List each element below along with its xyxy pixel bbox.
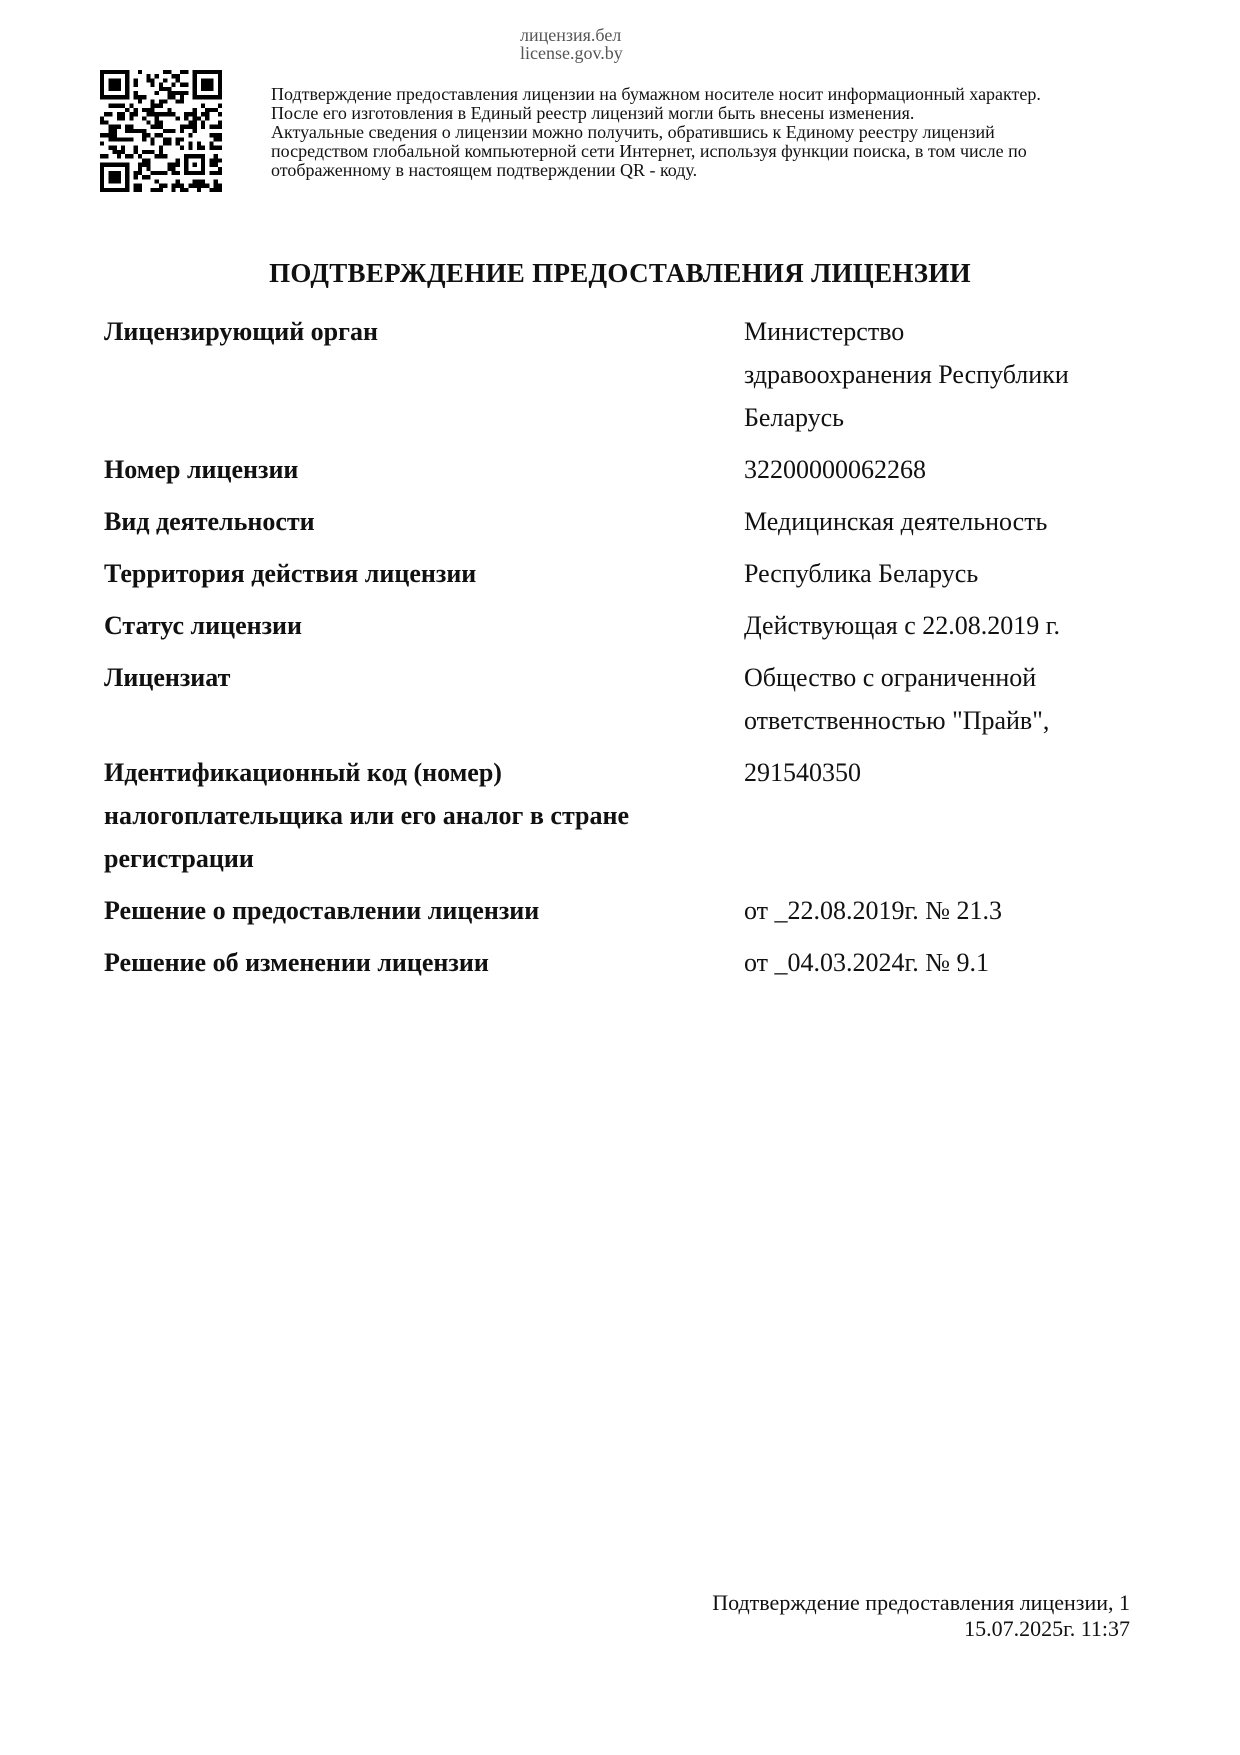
field-label: Идентификационный код (номер) налогоплательщика или его аналог в стране регистрации [104,758,630,873]
field-label: Территория действия лицензии [104,559,477,588]
field-value: Министерство здравоохранения Республики Беларусь [744,317,1069,432]
page-footer [712,1590,1130,1642]
disclaimer-line: После его изготовления в Единый реестр лицензий могли быть внесены изменения. [271,103,915,123]
field-licensing-authority [104,310,1154,439]
site-links [520,26,623,62]
field-value: Республика Беларусь [744,559,979,588]
field-label: Решение о предоставлении лицензии [104,896,540,925]
field-label: Статус лицензии [104,611,302,640]
field-territory [104,552,1154,595]
field-change-decision [104,941,1154,984]
field-value: Общество с ограниченной ответственностью "Прайв", [744,663,1050,735]
field-taxpayer-id [104,751,1154,880]
field-label: Лицензирующий орган [104,317,378,346]
disclaimer-notice [271,85,1171,180]
footer-page-label: Подтверждение предоставления лицензии, 1 [712,1590,1130,1615]
field-license-status [104,604,1154,647]
qr-code-icon [100,70,222,192]
field-value: 291540350 [744,758,861,787]
field-label: Номер лицензии [104,455,299,484]
disclaimer-line: Подтверждение предоставления лицензии на бумажном носителе носит информационный характер. [271,84,1041,104]
field-activity-type [104,500,1154,543]
field-value: от _04.03.2024г. № 9.1 [744,948,990,977]
field-label: Решение об изменении лицензии [104,948,489,977]
field-value: Медицинская деятельность [744,507,1048,536]
field-licensee [104,656,1154,742]
license-fields [104,310,1154,993]
field-value: 32200000062268 [744,455,926,484]
field-grant-decision [104,889,1154,932]
site-link-gov-by[interactable]: license.gov.by [520,43,623,63]
document-title: ПОДТВЕРЖДЕНИЕ ПРЕДОСТАВЛЕНИЯ ЛИЦЕНЗИИ [269,258,971,288]
disclaimer-line: посредством глобальной компьютерной сети Интернет, используя функции поиска, в том числе по [271,141,1027,161]
field-value: от _22.08.2019г. № 21.3 [744,896,1003,925]
footer-timestamp: 15.07.2025г. 11:37 [964,1616,1130,1641]
field-value: Действующая с 22.08.2019 г. [744,611,1061,640]
field-label: Лицензиат [104,663,231,692]
disclaimer-line: отображенному в настоящем подтверждении QR - коду. [271,160,698,180]
site-link-by-cyrillic[interactable]: лицензия.бел [520,25,622,45]
field-label: Вид деятельности [104,507,315,536]
disclaimer-line: Актуальные сведения о лицензии можно получить, обратившись к Единому реестру лицензий [271,122,995,142]
field-license-number [104,448,1154,491]
